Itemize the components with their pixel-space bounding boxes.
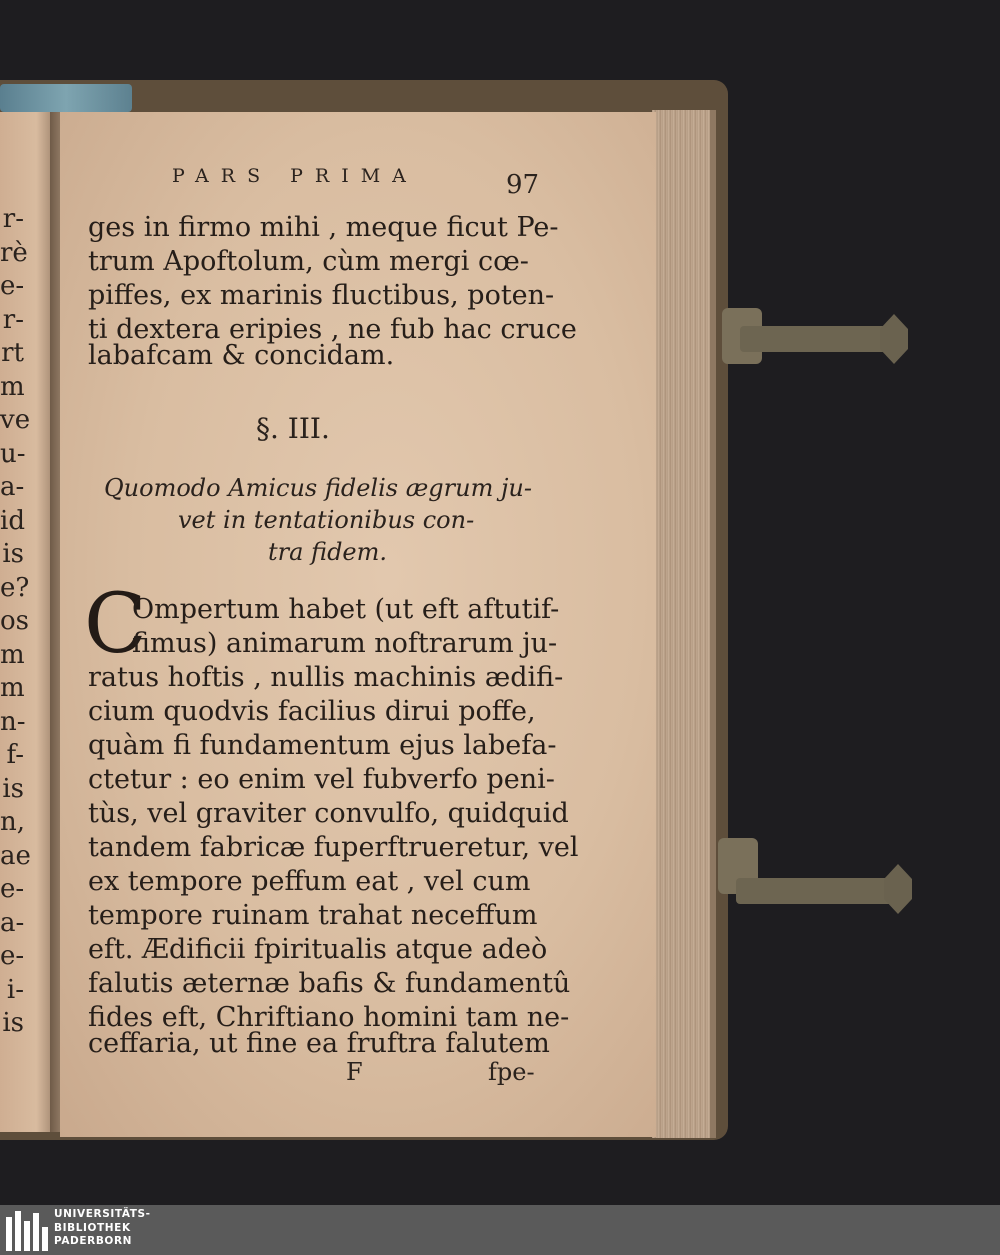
text-line: labafcam & concidam. [88,340,395,371]
left-page-fragment: ve [0,405,31,435]
left-page-fragment: a- [0,907,25,938]
left-page-fragment: n- [0,706,26,737]
left-page-fragment: ae [0,840,31,871]
section-title-line: vet in tentationibus con- [178,506,475,534]
text-line: fimus) animarum noftrarum ju- [132,628,558,659]
left-page-fragment: n, [0,807,26,837]
left-page-fragment: rè [0,237,28,268]
text-line: tempore ruinam trahat neceffum [88,900,538,931]
left-page-fragment: f- [6,740,24,770]
text-line: ratus hoftis , nullis machinis ædifi- [88,662,564,693]
signature-mark: F [346,1058,363,1086]
left-page-fragment: r- [2,304,24,335]
text-line: ges in firmo mihi , meque ficut Pe- [88,212,559,243]
left-page-fragment: a- [0,472,25,502]
page-edges [652,110,716,1138]
text-line: tandem fabricæ fuperftrueretur, vel [88,832,579,863]
section-mark: §. III. [256,412,330,445]
text-line: trum Apoftolum, cùm mergi cœ- [88,246,529,277]
left-page-fragment: is [2,773,24,804]
text-line: eft. Ædificii fpiritualis atque adeò [88,934,548,965]
left-page-fragment: r- [2,204,24,234]
left-page-fragment: u- [0,438,26,469]
text-line: ceffaria, ut fine ea fruftra falutem [88,1028,550,1059]
left-page-fragment: id [0,505,25,536]
library-logo-icon [4,1209,48,1251]
left-page-fragment: e? [0,572,30,603]
left-page-fragment: e- [0,874,25,904]
page-number: 97 [506,170,540,200]
catchword: fpe- [488,1058,535,1086]
library-name-line: UNIVERSITÄTS- [54,1208,151,1220]
text-line: ti dextera eripies , ne fub hac cruce [88,314,577,345]
text-line: quàm fi fundamentum ejus labefa- [88,730,557,761]
text-line: ctetur : eo enim vel fubverfo peni- [88,764,555,795]
running-header: PARS PRIMA [172,165,418,187]
headband [0,84,132,112]
text-line: tùs, vel graviter convulfo, quidquid [88,798,569,829]
left-page-fragment: rt [1,338,24,368]
left-page-fragment: i- [6,974,24,1005]
text-line: ex tempore peffum eat , vel cum [88,866,531,897]
text-line: cium quodvis facilius dirui poffe, [88,696,536,727]
drop-cap: C [84,577,147,672]
left-page-fragment: e- [0,941,25,971]
section-title-line: Quomodo Amicus fidelis ægrum ju- [104,474,532,502]
left-page-fragment: os [0,606,29,636]
text-line: piffes, ex marinis fluctibus, poten- [88,280,555,311]
library-name-line: BIBLIOTHEK [54,1221,131,1234]
left-page-fragment: is [2,1008,24,1038]
library-footer [0,1205,1000,1255]
library-name-line: PADERBORN [54,1235,133,1247]
text-line: Ompertum habet (ut eft aftutif- [132,594,560,625]
left-page-fragment: e- [0,271,25,301]
left-page-fragment: m [0,639,25,670]
text-line: falutis æternæ bafis & fundamentû [88,968,571,999]
left-page-fragment: m [0,673,25,703]
left-page-fragment: is [2,539,24,569]
text-line: fides eft, Chriftiano homini tam ne- [88,1002,570,1033]
left-page-fragment: m [0,371,25,402]
section-title-line: tra fidem. [268,538,388,566]
library-name [54,1208,151,1249]
